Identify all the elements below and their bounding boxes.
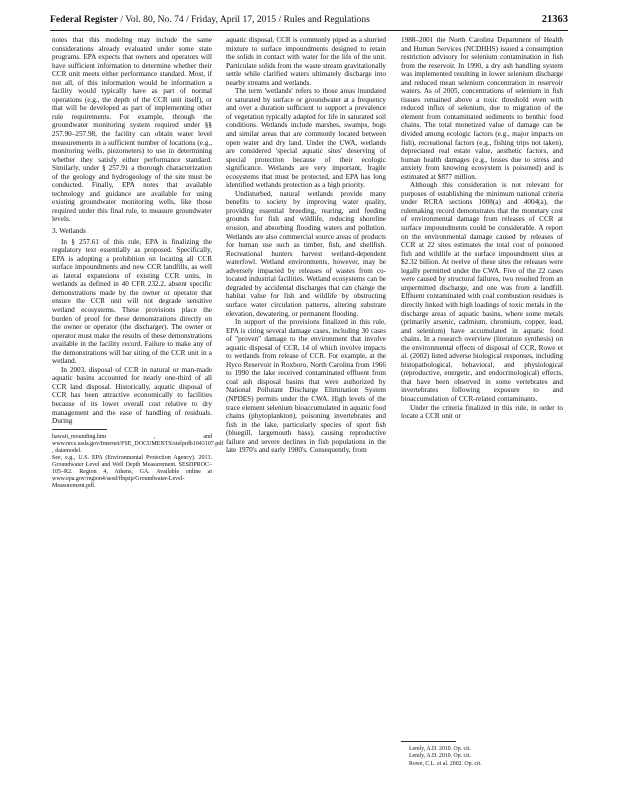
footnote: Lemly, A.D. 2010. Op. cit. — [409, 753, 471, 760]
footnotes-right — [401, 738, 563, 768]
paragraph: In support of the provisions finalized in this rule, EPA is citing several damage cases, including 30 cases of "proven" damage to the environment that involve aquatic disposal of CCR, 14 of which involve impacts to wetlands from release of CCR. For example, at the Hyco Reservoir in Roxboro, North Carolina from 1966 to 1990 the lake received contaminated effluent from coal ash disposal basins that were authorized by National Pollutant Discharge Elimination System (NPDES) permits under the CWA. High levels of the trace element selenium bioaccumulated in aquatic food chains (phytoplankton), poisoning invertebrates and fish in the lake, particularly species of sport fish (bluegill, largemouth bass), causing reproductive failure and severe declines in fish populations in the late 1970's and early 1980's. Consequently, from — [226, 318, 386, 455]
paragraph: In 2003, disposal of CCR in natural or man-made aquatic basins accounted for nearly one-third of all CCR land disposal. Historically, aquatic disposal of CCR has been attractive economically to facilities because of its lower overall cost relative to dry management and the ease of handling of residuals. During — [52, 365, 212, 426]
page-number: 21363 — [541, 14, 568, 25]
footnote-rule — [401, 741, 456, 742]
paragraph: 1988–2001 the North Carolina Department of Health and Human Services (NCDHHS) issued a consumption restriction advisory for selenium contamination in fish from the reservoir. In 1990, a dry ash handling system was implemented resulting in lower selenium discharge and reduced mean selenium concentration in reservoir waters. As of 2005, concentrations of selenium in fish tissues remained above a toxic threshold even with reduced influx of selenium, due to migration of the element from contaminated sediments to benthic food chains. The total monetized value of damage can be divided among ecologic factors (e.g., major impacts on fish), recreational factors (e.g., fishing trips not taken), depreciated real estate value, aesthetic factors, and human health damages (e.g., losses due to stress and anxiety from knowing ecosystem is poisoned) and is estimated at $877 million. — [401, 36, 563, 181]
section-heading: 3. Wetlands — [52, 227, 86, 236]
header-publication-title: Federal Register / Vol. 80, No. 74 / Friday, April 17, 2015 / Rules and Regulations — [50, 14, 370, 25]
paragraph: In § 257.61 of this rule, EPA is finalizing the regulatory text essentially as proposed. Specifically, EPA is adopting a prohibition on locating all CCR surface impoundments and new CCR landfills, as well as lateral expansions of existing CCR units, in wetlands as defined in 40 CFR 232.2, absent specific demonstrations made by the owner or operator that ensure the CCR unit will not degrade sensitive wetland ecosystems. These provisions place the burden of proof for these demonstrations directly on the owner or operator (the discharger). The owner or operator must make the results of these demonstrations available in the facility record. Failure to make any of the demonstrations will bar siting of the CCR unit in a wetland. — [52, 237, 212, 366]
header-rule — [50, 30, 568, 31]
text-column-right — [401, 36, 563, 421]
footnote: hawaii_mounding.htm , and www.nrcs.usda.gov/Internet/FSE_DOCUMENTS/stelprdb1043107.pdf , datamodel. — [52, 433, 224, 454]
footnote: See, e.g., U.S. EPA (Environmental Protection Agency). 2013. Groundwater Level and Well Depth Measurement. SESDPROC–105–R2. Region 4, Athens, GA. Available online at www.epa.gov/region4/sesd/fbqstp/Groundwater-Level-Measurement.pdf. — [52, 454, 212, 490]
text-column-middle — [226, 36, 386, 455]
paragraph: The term 'wetlands' refers to those areas inundated or saturated by surface or groundwater at a frequency and over a duration sufficient to support a prevalence of vegetation typically adapted for life in saturated soil conditions. Wetlands include marshes, swamps, bogs and similar areas that are commonly located between open water and dry land. Under the CWA, wetlands are considered 'special aquatic sites' deserving of special protection because of their ecologic significance. Wetlands are very important, fragile ecosystems that must be protected, and EPA has long identified wetlands protection as a high priority. — [226, 87, 386, 190]
paragraph: aquatic disposal, CCR is commonly piped as a slurried mixture to surface impoundments designed to retain the solids in contact with water for the life of the unit. Particulate solids from the waste stream gravitationally settle while clarified waters ultimately discharge into nearby streams and wetlands. — [226, 36, 386, 87]
paragraph: notes that this modeling may include the same considerations already evaluated under some state programs. EPA expects that owners and operators will have sufficient information to determine whether their CCR unit meets either performance standard. Most, if not all, of this information would be information a facility would typically have as part of normal operations (e.g., the depth of the CCR unit itself), or that will be developed as part of implementing other rule requirements. For example, through the groundwater monitoring system required under §§ 257.90–257.98, the facility can obtain water level measurements in a sufficient number of locations (e.g., monitoring wells, piezometers) to use in determining whether they satisfy either performance standard. Similarly, under § 257.91 a thorough characterization of the geology and hydrogeology of the site must be conducted. Finally, EPA notes that available technology and guidance are available for using existing groundwater monitoring wells, like those required under this final rule, to measure groundwater levels. — [52, 36, 212, 224]
footnote: Rowe, C.L. et al. 2002. Op. cit. — [409, 760, 482, 767]
paragraph: Undisturbed, natural wetlands provide many benefits to society by improving water quality, providing essential breeding, rearing, and feeding grounds for fish and wildlife, reducing shoreline erosion, and absorbing flooding waters and pollution. Wetlands are also commercial source areas of products for human use such as timber, fish, and shellfish. Recreational hunters harvest wetland-dependent waterfowl. Wetland environments, however, may be adversely impacted by releases of wastes from co-located industrial facilities. Wetland ecosystems can be degraded by accidental discharges that can change the habitat value for fish and wildlife by obstructing surface water circulation patterns, altering substrate elevation, dewatering, or permanent flooding. — [226, 189, 386, 318]
footnote-rule — [52, 429, 107, 430]
paragraph: Although this consideration is not relevant for purposes of establishing the minimum national criteria under RCRA sections 1008(a) and 4004(a), the rulemaking record demonstrates that the monetary cost of environmental damage from releases of CCR at surface impoundments could be considerable. A report on the environmental damage caused by releases of CCR at 22 sites estimates the total cost of poisoned fish and wildlife at the surface impoundment sites at $2.32 billion. At twelve of these sites the releases were legally permitted under the CWA. Five of the 22 cases were caused by structural failures, two resulted from an unpermitted discharge, and one was from a landfill. Effluent contaminated with coal combustion residues is directly linked with high loadings of toxic metals in the discharge areas of aquatic basins, where some metals (primarily arsenic, cadmium, chromium, copper, lead, and selenium) have accumulated in aquatic food chains. In a research overview (literature synthesis) on the environmental effects of disposal of CCR, Rowe et al. (2002) listed adverse biological responses, including histopathological, behavioral, and physiological (reproductive, energetic, and endocrinological) effects, that have been observed in some vertebrates and invertebrates following exposure to and bioaccumulation of CCR-related contaminants. — [401, 181, 563, 403]
paragraph: Under the criteria finalized in this rule, in order to locate a CCR unit or — [401, 403, 563, 421]
text-column-left — [52, 36, 224, 490]
footnote: Lemly, A.D. 2010. Op. cit. — [409, 746, 471, 752]
page-header — [50, 14, 568, 25]
